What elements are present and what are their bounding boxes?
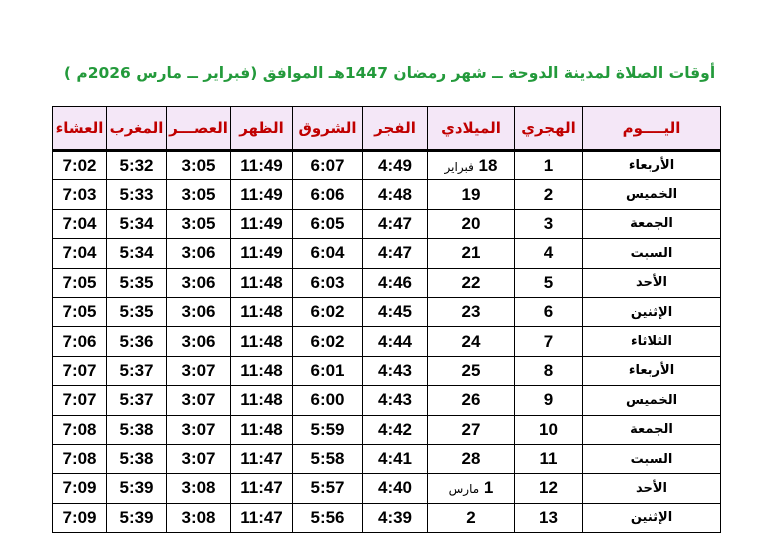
sunrise-cell: 5:57 [293,474,363,503]
gregorian-month-label: فبراير [444,159,474,174]
hijri-cell: 12 [515,474,583,503]
hijri-cell: 5 [515,268,583,297]
header-row [53,107,721,151]
table-row [53,180,721,209]
asr-cell: 3:07 [167,356,231,385]
maghrib-cell: 5:37 [107,356,167,385]
day-cell: الثلاثاء [583,327,721,356]
sunrise-cell: 5:59 [293,415,363,444]
sunrise-cell: 6:02 [293,327,363,356]
gregorian-cell [428,503,515,532]
dhuhr-cell: 11:49 [231,151,293,180]
day-cell: الخميس [583,180,721,209]
sunrise-cell: 6:02 [293,297,363,326]
day-cell: الأحد [583,268,721,297]
header-isha: العشاء [53,107,107,151]
maghrib-cell: 5:39 [107,503,167,532]
gregorian-month-label: مارس [448,482,480,497]
gregorian-cell [428,297,515,326]
table-row [53,415,721,444]
dhuhr-cell: 11:47 [231,474,293,503]
maghrib-cell: 5:34 [107,209,167,238]
day-cell: السبت [583,239,721,268]
gregorian-day-number: 2 [466,507,476,527]
table-row [53,386,721,415]
hijri-cell: 10 [515,415,583,444]
hijri-cell: 9 [515,386,583,415]
fajr-cell: 4:48 [363,180,428,209]
header-asr: العصـــر [167,107,231,151]
asr-cell: 3:08 [167,474,231,503]
fajr-cell: 4:39 [363,503,428,532]
sunrise-cell: 5:56 [293,503,363,532]
day-cell: الإثنين [583,297,721,326]
fajr-cell: 4:43 [363,356,428,385]
asr-cell: 3:05 [167,180,231,209]
isha-cell: 7:09 [53,474,107,503]
gregorian-cell [428,386,515,415]
maghrib-cell: 5:35 [107,268,167,297]
fajr-cell: 4:41 [363,444,428,473]
hijri-cell: 8 [515,356,583,385]
asr-cell: 3:06 [167,239,231,268]
gregorian-cell [428,209,515,238]
dhuhr-cell: 11:48 [231,268,293,297]
asr-cell: 3:05 [167,209,231,238]
header-maghrib: المغرب [107,107,167,151]
isha-cell: 7:03 [53,180,107,209]
sunrise-cell: 6:05 [293,209,363,238]
isha-cell: 7:04 [53,239,107,268]
maghrib-cell: 5:33 [107,180,167,209]
dhuhr-cell: 11:48 [231,386,293,415]
dhuhr-cell: 11:48 [231,356,293,385]
isha-cell: 7:07 [53,386,107,415]
prayer-times-table [52,106,721,533]
isha-cell: 7:06 [53,327,107,356]
sunrise-cell: 5:58 [293,444,363,473]
hijri-cell: 2 [515,180,583,209]
asr-cell: 3:07 [167,444,231,473]
asr-cell: 3:07 [167,386,231,415]
hijri-cell: 7 [515,327,583,356]
maghrib-cell: 5:35 [107,297,167,326]
isha-cell: 7:08 [53,415,107,444]
sunrise-cell: 6:06 [293,180,363,209]
gregorian-cell [428,151,515,180]
table-row [53,444,721,473]
maghrib-cell: 5:36 [107,327,167,356]
gregorian-cell [428,327,515,356]
gregorian-cell [428,180,515,209]
maghrib-cell: 5:38 [107,444,167,473]
dhuhr-cell: 11:49 [231,239,293,268]
gregorian-day-number: 19 [461,184,481,204]
gregorian-day-number: 27 [461,419,481,439]
hijri-cell: 13 [515,503,583,532]
sunrise-cell: 6:03 [293,268,363,297]
header-dhuhr: الظهر [231,107,293,151]
gregorian-cell [428,415,515,444]
isha-cell: 7:02 [53,151,107,180]
header-hijri: الهجري [515,107,583,151]
day-cell: الخميس [583,386,721,415]
fajr-cell: 4:42 [363,415,428,444]
table-row [53,327,721,356]
table-row [53,151,721,180]
hijri-cell: 3 [515,209,583,238]
isha-cell: 7:09 [53,503,107,532]
dhuhr-cell: 11:48 [231,327,293,356]
sunrise-cell: 6:07 [293,151,363,180]
dhuhr-cell: 11:49 [231,209,293,238]
gregorian-day-number: 22 [461,272,481,292]
sunrise-cell: 6:01 [293,356,363,385]
page-title: أوقات الصلاة لمدينة الدوحة ــ شهر رمضان 1447هـ الموافق (فبراير ــ مارس 2026م ) [63,64,716,82]
maghrib-cell: 5:32 [107,151,167,180]
gregorian-day-number: 18 [478,155,498,175]
hijri-cell: 6 [515,297,583,326]
fajr-cell: 4:44 [363,327,428,356]
fajr-cell: 4:46 [363,268,428,297]
header-sunrise: الشروق [293,107,363,151]
fajr-cell: 4:45 [363,297,428,326]
maghrib-cell: 5:39 [107,474,167,503]
dhuhr-cell: 11:47 [231,503,293,532]
gregorian-day-number: 1 [483,478,494,498]
day-cell: السبت [583,444,721,473]
dhuhr-cell: 11:48 [231,297,293,326]
asr-cell: 3:08 [167,503,231,532]
gregorian-cell [428,268,515,297]
hijri-cell: 4 [515,239,583,268]
header-gregorian: الميلادي [428,107,515,151]
day-cell: الأربعاء [583,151,721,180]
fajr-cell: 4:49 [363,151,428,180]
hijri-cell: 1 [515,151,583,180]
gregorian-cell [428,239,515,268]
maghrib-cell: 5:37 [107,386,167,415]
sunrise-cell: 6:00 [293,386,363,415]
maghrib-cell: 5:38 [107,415,167,444]
day-cell: الأحد [583,474,721,503]
day-cell: الجمعة [583,209,721,238]
fajr-cell: 4:43 [363,386,428,415]
fajr-cell: 4:47 [363,239,428,268]
gregorian-cell [428,474,515,503]
fajr-cell: 4:47 [363,209,428,238]
gregorian-day-number: 21 [461,243,481,263]
asr-cell: 3:05 [167,151,231,180]
hijri-cell: 11 [515,444,583,473]
isha-cell: 7:05 [53,268,107,297]
header-day: اليــــوم [583,107,721,151]
gregorian-cell [428,356,515,385]
table-row [53,356,721,385]
table-row [53,474,721,503]
gregorian-day-number: 26 [461,390,481,410]
isha-cell: 7:05 [53,297,107,326]
isha-cell: 7:08 [53,444,107,473]
fajr-cell: 4:40 [363,474,428,503]
day-cell: الإثنين [583,503,721,532]
maghrib-cell: 5:34 [107,239,167,268]
isha-cell: 7:07 [53,356,107,385]
table-row [53,209,721,238]
header-fajr: الفجر [363,107,428,151]
isha-cell: 7:04 [53,209,107,238]
gregorian-day-number: 20 [461,213,481,233]
sunrise-cell: 6:04 [293,239,363,268]
table-row [53,239,721,268]
gregorian-day-number: 24 [461,331,481,351]
asr-cell: 3:06 [167,297,231,326]
gregorian-day-number: 23 [461,302,481,322]
gregorian-day-number: 25 [461,360,481,380]
asr-cell: 3:06 [167,327,231,356]
asr-cell: 3:07 [167,415,231,444]
dhuhr-cell: 11:47 [231,444,293,473]
dhuhr-cell: 11:49 [231,180,293,209]
table-row [53,503,721,532]
table-row [53,297,721,326]
table-row [53,268,721,297]
gregorian-cell [428,444,515,473]
asr-cell: 3:06 [167,268,231,297]
day-cell: الأربعاء [583,356,721,385]
day-cell: الجمعة [583,415,721,444]
gregorian-day-number: 28 [461,449,481,469]
dhuhr-cell: 11:48 [231,415,293,444]
